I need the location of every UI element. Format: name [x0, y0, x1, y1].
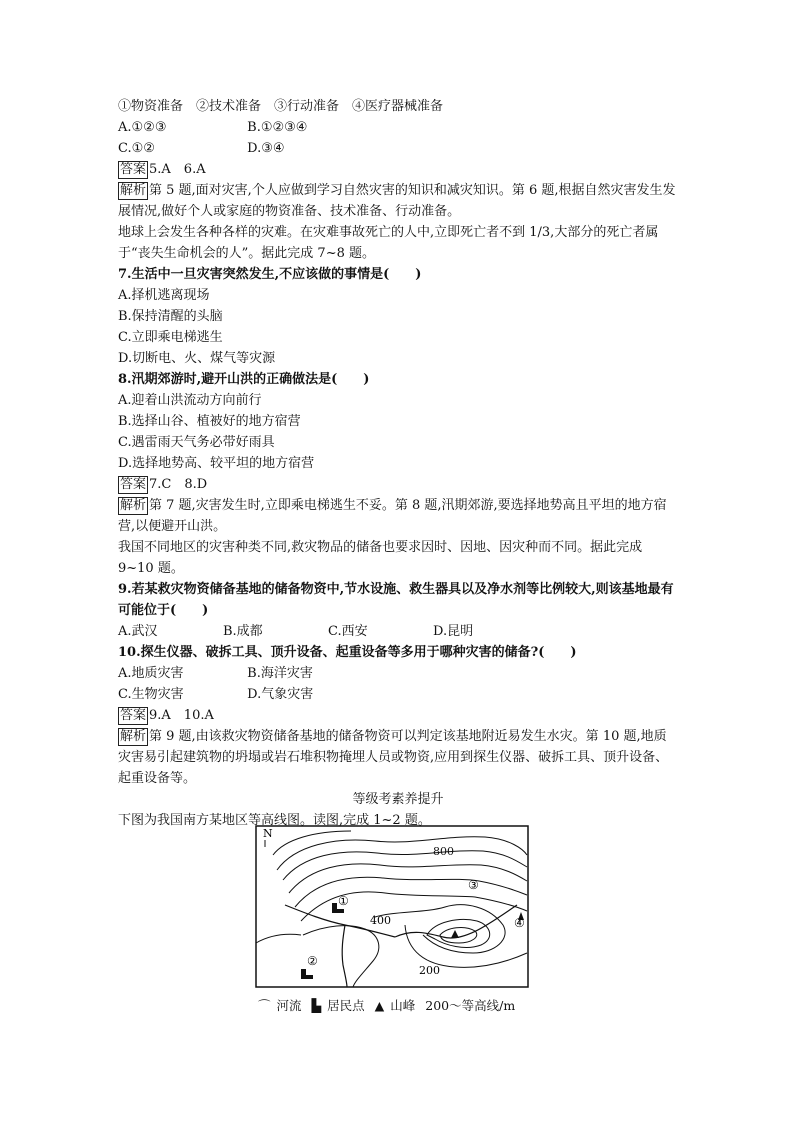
q7-choice-d: D.切断电、火、煤气等灾源 — [118, 351, 276, 366]
q8-stem: 8.汛期郊游时,避开山洪的正确做法是( ) — [118, 372, 370, 387]
analysis-tag: 解析 — [120, 498, 147, 513]
point-3-label: ③ — [468, 878, 479, 892]
q9-choice-a: A.武汉 — [118, 624, 158, 639]
answer-9-10-text: 9.A 10.A — [149, 708, 214, 723]
answer-7-8-text: 7.C 8.D — [149, 477, 208, 492]
q10-choices-cd — [118, 684, 678, 705]
q6-choice-a: A.①②③ — [118, 120, 167, 135]
q7-stem: 7.生活中一旦灾害突然发生,不应该做的事情是( ) — [118, 267, 422, 282]
q10-choice-a: A.地质灾害 — [118, 666, 184, 681]
legend-river: 河流 — [276, 998, 302, 1013]
q10-choice-b: B.海洋灾害 — [247, 666, 313, 681]
legend-settlement: 居民点 — [327, 998, 365, 1013]
river-icon: ⌒ — [258, 998, 271, 1013]
point-1-label: ① — [338, 894, 349, 908]
q9-choice-d: D.昆明 — [433, 624, 474, 639]
analysis-7-8-text: 第 7 题,灾害发生时,立即乘电梯逃生不妥。第 8 题,汛期郊游,要选择地势高且平坦的地方宿营,以便避开山洪。 — [118, 498, 667, 534]
analysis-9-10-text: 第 9 题,由该救灾物资储备基地的储备物资可以判定该基地附近易发生水灾。第 10 题,地质灾害易引起建筑物的坍塌或岩石堆积物掩埋人员或物资,应用到探生仪器、破拆工具、顶升设备、起重设备等。 — [118, 729, 669, 786]
q7-choice-c: C.立即乘电梯逃生 — [118, 330, 223, 345]
point-2-label: ② — [307, 954, 318, 968]
q6-choice-d: D.③④ — [247, 141, 285, 156]
analysis-5-6-text: 第 5 题,面对灾害,个人应做到学习自然灾害的知识和减灾知识。第 6 题,根据自然灾害发生发展情况,做好个人或家庭的物资准备、技术准备、行动准备。 — [118, 183, 676, 219]
q6-options-text: ①物资准备 ②技术准备 ③行动准备 ④医疗器械准备 — [118, 99, 444, 114]
contour-label-200: 200 — [419, 964, 440, 977]
q8-choice-d: D.选择地势高、较平坦的地方宿营 — [118, 456, 315, 471]
q7-choice-b: B.保持清醒的头脑 — [118, 309, 223, 324]
q7-choice-a: A.择机逃离现场 — [118, 288, 210, 303]
answer-7-8 — [118, 474, 678, 495]
settlement-icon: ▙ — [311, 998, 322, 1013]
analysis-9-10 — [118, 726, 678, 789]
q10-stem: 10.探生仪器、破拆工具、顶升设备、起重设备等多用于哪种灾害的储备?( ) — [118, 645, 577, 660]
peak-icon: ▲ — [374, 998, 385, 1013]
q6-choice-b: B.①②③④ — [247, 120, 308, 135]
contour-map — [255, 825, 529, 988]
answer-tag: 答案 — [120, 477, 147, 492]
q9-choice-b: B.成都 — [223, 624, 263, 639]
analysis-tag: 解析 — [120, 729, 147, 744]
intro-1-2: 下图为我国南方某地区等高线图。读图,完成 1~2 题。 — [118, 813, 431, 828]
q9-stem: 9.若某救灾物资储备基地的储备物资中,节水设施、救生器具以及净水剂等比例较大,则该基地最有可能位于( ) — [118, 582, 674, 618]
north-label: N — [263, 827, 273, 840]
q10-choice-c: C.生物灾害 — [118, 687, 184, 702]
q8-choice-a: A.迎着山洪流动方向前行 — [118, 393, 262, 408]
intro-9-10: 我国不同地区的灾害种类不同,救灾物品的储备也要求因时、因地、因灾种而不同。据此完成 9~10 题。 — [118, 540, 643, 576]
q6-choice-c: C.①② — [118, 141, 155, 156]
answer-9-10 — [118, 705, 678, 726]
point-4-label: ④ — [514, 916, 525, 930]
q6-choices-ab — [118, 117, 678, 138]
map-legend — [258, 996, 521, 1014]
q9-choices — [118, 621, 678, 642]
document-body — [118, 96, 678, 831]
answer-5-6-text: 5.A 6.A — [149, 162, 206, 177]
q9-choice-c: C.西安 — [328, 624, 368, 639]
answer-tag: 答案 — [120, 708, 147, 723]
answer-5-6 — [118, 159, 678, 180]
q10-choices-ab — [118, 663, 678, 684]
intro-7-8: 地球上会发生各种各样的灾难。在灾难事故死亡的人中,立即死亡者不到 1/3,大部分的死亡者属于“丧失生命机会的人”。据此完成 7~8 题。 — [118, 225, 659, 261]
analysis-5-6 — [118, 180, 678, 222]
q10-choice-d: D.气象灾害 — [247, 687, 314, 702]
q6-choices-cd — [118, 138, 678, 159]
legend-contour: 200～等高线/m — [425, 998, 516, 1013]
contour-label-400: 400 — [370, 914, 391, 927]
contour-label-800: 800 — [433, 845, 454, 858]
analysis-tag: 解析 — [120, 183, 147, 198]
section-title: 等级考素养提升 — [352, 792, 444, 807]
analysis-7-8 — [118, 495, 678, 537]
q8-choice-b: B.选择山谷、植被好的地方宿营 — [118, 414, 301, 429]
q8-choice-c: C.遇雷雨天气务必带好雨具 — [118, 435, 275, 450]
answer-tag: 答案 — [120, 162, 147, 177]
legend-peak: 山峰 — [390, 998, 416, 1013]
